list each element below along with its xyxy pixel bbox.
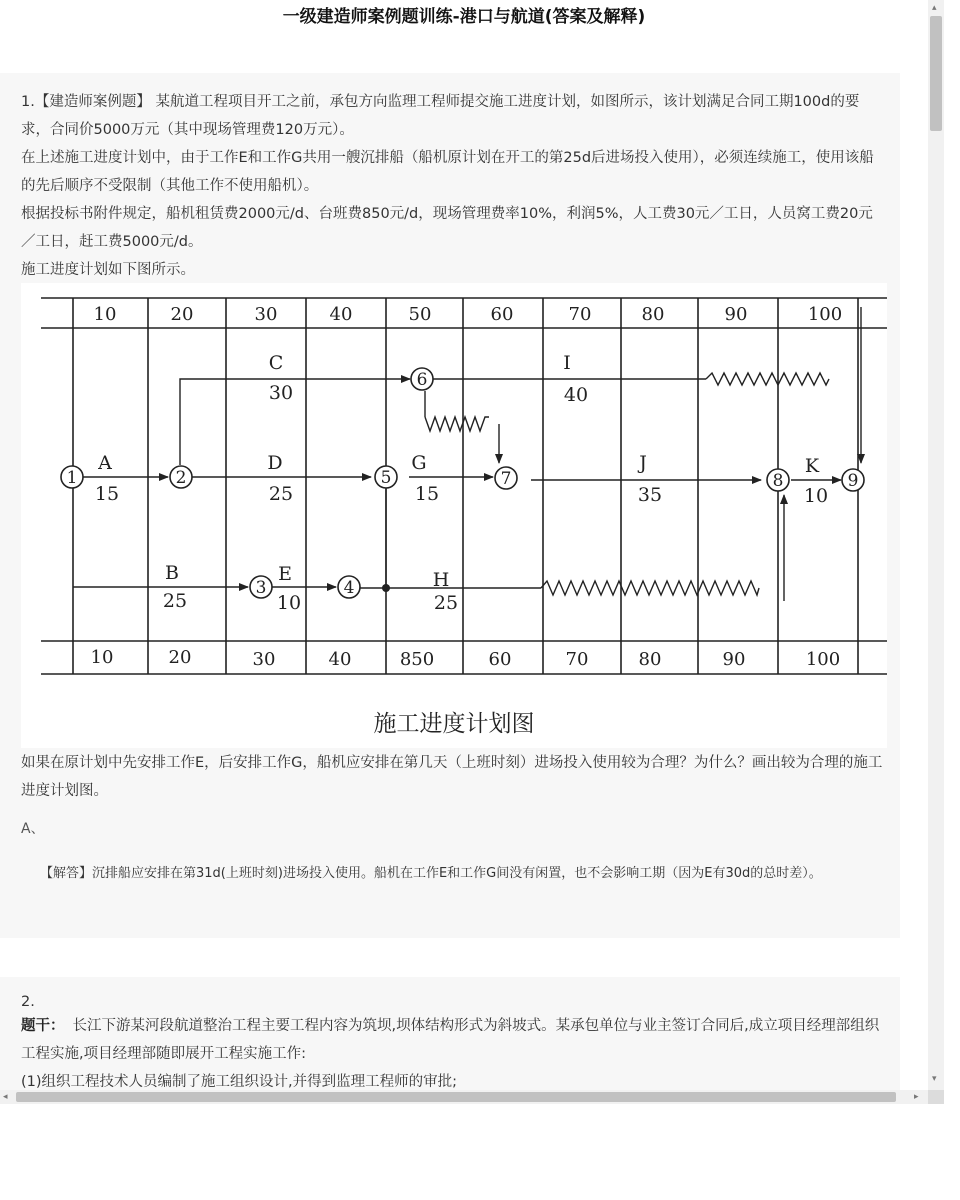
activity-K-duration: 10 (803, 485, 829, 507)
activity-K-name: K (804, 455, 820, 477)
activity-J-name: J (639, 452, 647, 474)
top-tick: 20 (170, 304, 194, 325)
activity-G-duration: 15 (414, 483, 440, 505)
q2-stem (21, 1012, 887, 1068)
activity-C-duration: 30 (268, 382, 294, 404)
node-2-label: 2 (175, 468, 187, 488)
activity-B-duration: 25 (162, 590, 188, 612)
bottom-tick: 60 (488, 649, 512, 670)
scroll-down-arrow-icon[interactable]: ▾ (932, 1074, 937, 1084)
bottom-tick: 80 (638, 649, 662, 670)
bottom-tick: 40 (328, 649, 352, 670)
node-8-label: 8 (772, 471, 784, 491)
activity-H-duration: 25 (433, 592, 459, 614)
q1-intro: 1.【建造师案例题】 某航道工程项目开工之前，承包方向监理工程师提交施工进度计划，如图所示，该计划满足合同工期100d的要求，合同价5000万元（其中现场管理费120万元）。 (21, 94, 860, 138)
node-9-label: 9 (847, 471, 859, 491)
q2-number: 2. (21, 994, 35, 1010)
top-tick: 60 (490, 304, 514, 325)
activity-H-name: H (432, 569, 450, 591)
top-tick: 40 (329, 304, 353, 325)
scroll-right-arrow-icon[interactable]: ▸ (914, 1092, 919, 1102)
schedule-figure (21, 283, 887, 748)
figure-caption: 施工进度计划图 (373, 711, 535, 737)
choice-a: A、 (21, 821, 45, 837)
horizontal-scroll-thumb[interactable] (16, 1092, 896, 1102)
activity-B-name: B (165, 562, 179, 584)
bottom-tick: 100 (805, 649, 841, 670)
activity-E-duration: 10 (276, 592, 302, 614)
node-7-label: 7 (500, 469, 512, 489)
activity-I-name: I (563, 352, 571, 374)
horizontal-scrollbar[interactable] (0, 1090, 928, 1104)
q2-stem-label: 题干： (21, 1018, 65, 1034)
top-tick: 10 (93, 304, 117, 325)
bottom-tick: 30 (252, 649, 276, 670)
top-tick: 30 (254, 304, 278, 325)
vertical-scrollbar[interactable] (928, 0, 944, 1090)
node-6-label: 6 (416, 370, 428, 390)
activity-A-duration: 15 (94, 483, 120, 505)
bottom-tick: 850 (399, 649, 435, 670)
top-tick: 90 (724, 304, 748, 325)
activity-J-duration: 35 (637, 484, 663, 506)
vertical-scroll-thumb[interactable] (930, 16, 942, 131)
activity-D-name: D (267, 452, 283, 474)
activity-I-duration: 40 (563, 384, 589, 406)
q2-stem-text: 长江下游某河段航道整治工程主要工程内容为筑坝,坝体结构形式为斜坡式。某承包单位与业主签订合同后,成立项目经理部组织工程实施,项目经理部随即展开工程实施工作: (21, 1018, 880, 1062)
activity-G-name: G (411, 452, 427, 474)
node-5-label: 5 (380, 468, 392, 488)
top-tick: 80 (641, 304, 665, 325)
node-1-label: 1 (66, 468, 78, 488)
q1-paragraph-2: 在上述施工进度计划中，由于工作E和工作G共用一艘沉排船（船机原计划在开工的第25d后进场投入使用），必须连续施工，使用该船的先后顺序不受限制（其他工作不使用船机）。 (21, 150, 874, 194)
top-tick: 100 (807, 304, 843, 325)
scroll-up-arrow-icon[interactable]: ▴ (932, 3, 937, 13)
answer-text: 【解答】沉排船应安排在第31d(上班时刻)进场投入使用。船机在工作E和工作G间没有闲置，也不会影响工期（因为E有30d的总时差）。 (40, 866, 822, 881)
q1-paragraph-3: 根据投标书附件规定，船机租赁费2000元/d、台班费850元/d，现场管理费率10%，利润5%，人工费30元／工日，人员窝工费20元／工日，赶工费5000元/d。 (21, 206, 873, 250)
q2-item-1: (1)组织工程技术人员编制了施工组织设计,并得到监理工程师的审批; (21, 1074, 458, 1090)
activity-A-name: A (98, 452, 112, 474)
node-4-label: 4 (343, 578, 355, 598)
scroll-left-arrow-icon[interactable]: ◂ (3, 1092, 8, 1102)
activity-D-duration: 25 (268, 483, 294, 505)
top-tick: 50 (408, 304, 432, 325)
activity-C-name: C (268, 352, 284, 374)
q1-paragraph-4: 施工进度计划如下图所示。 (21, 262, 195, 278)
bottom-tick: 10 (90, 647, 114, 668)
bottom-tick: 70 (565, 649, 589, 670)
page-title: 一级建造师案例题训练-港口与航道(答案及解释) (282, 7, 646, 27)
activity-E-name: E (278, 563, 292, 585)
scrollbar-corner (928, 1090, 944, 1104)
top-tick: 70 (568, 304, 592, 325)
bottom-tick: 90 (722, 649, 746, 670)
node-3-label: 3 (255, 578, 267, 598)
schedule-network-diagram (21, 283, 887, 748)
q1-question: 如果在原计划中先安排工作E，后安排工作G，船机应安排在第几天（上班时刻）进场投入使用较为合理？为什么？画出较为合理的施工进度计划图。 (21, 755, 883, 799)
bottom-tick: 20 (168, 647, 192, 668)
